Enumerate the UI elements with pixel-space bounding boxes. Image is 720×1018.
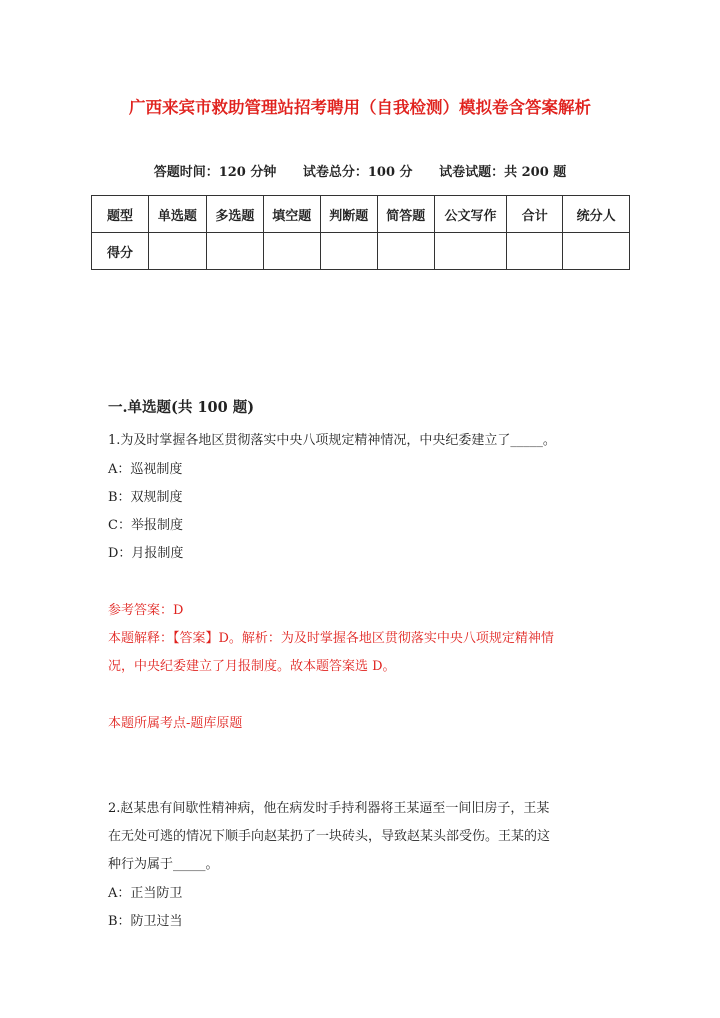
header-cell: 统分人	[563, 196, 630, 233]
question-1-option-b: B：双规制度	[108, 490, 183, 505]
question-1-explanation-line-1: 本题解释：【答案】D。解析：为及时掌握各地区贯彻落实中央八项规定精神情	[108, 631, 554, 646]
document-title: 广西来宾市救助管理站招考聘用（自我检测）模拟卷含答案解析	[129, 98, 591, 117]
exam-time: 答题时间：120 分钟	[153, 165, 277, 180]
score-cell	[263, 233, 320, 270]
question-1-source: 本题所属考点-题库原题	[108, 716, 243, 731]
header-cell: 单选题	[148, 196, 206, 233]
header-cell: 填空题	[263, 196, 320, 233]
header-cell: 多选题	[206, 196, 263, 233]
section-title: 一.单选题(共 100 题)	[108, 399, 255, 416]
score-cell	[563, 233, 630, 270]
score-table-score-row	[92, 233, 630, 270]
exam-total-questions: 试卷试题：共 200 题	[439, 165, 567, 180]
question-1-option-c: C：举报制度	[108, 518, 183, 533]
header-cell: 判断题	[320, 196, 377, 233]
header-cell: 简答题	[377, 196, 434, 233]
score-cell	[320, 233, 377, 270]
exam-total-score: 试卷总分：100 分	[302, 165, 413, 180]
question-2-stem-line-2: 在无处可逃的情况下顺手向赵某扔了一块砖头，导致赵某头部受伤。王某的这	[108, 829, 551, 844]
header-cell: 合计	[507, 196, 563, 233]
question-1-stem: 1.为及时掌握各地区贯彻落实中央八项规定精神情况，中央纪委建立了_____。	[108, 433, 556, 448]
question-2-option-b: B：防卫过当	[108, 914, 183, 929]
question-2-option-a: A：正当防卫	[108, 886, 183, 901]
score-cell	[434, 233, 507, 270]
question-1-option-a: A：巡视制度	[108, 462, 183, 477]
score-table	[91, 195, 630, 270]
score-cell	[507, 233, 563, 270]
question-1-explanation-line-2: 况，中央纪委建立了月报制度。故本题答案选 D。	[108, 659, 396, 674]
row-label-cell: 得分	[92, 233, 149, 270]
score-cell	[148, 233, 206, 270]
question-2-stem-line-1: 2.赵某患有间歇性精神病，他在病发时手持利器将王某逼至一间旧房子，王某	[108, 801, 550, 816]
question-1-option-d: D：月报制度	[108, 546, 184, 561]
score-cell	[377, 233, 434, 270]
header-cell: 公文写作	[434, 196, 507, 233]
header-cell: 题型	[92, 196, 149, 233]
exam-meta	[0, 161, 720, 180]
question-1-answer: 参考答案：D	[108, 603, 184, 618]
score-table-header-row	[92, 196, 630, 233]
score-cell	[206, 233, 263, 270]
question-2-stem-line-3: 种行为属于_____。	[108, 857, 219, 872]
